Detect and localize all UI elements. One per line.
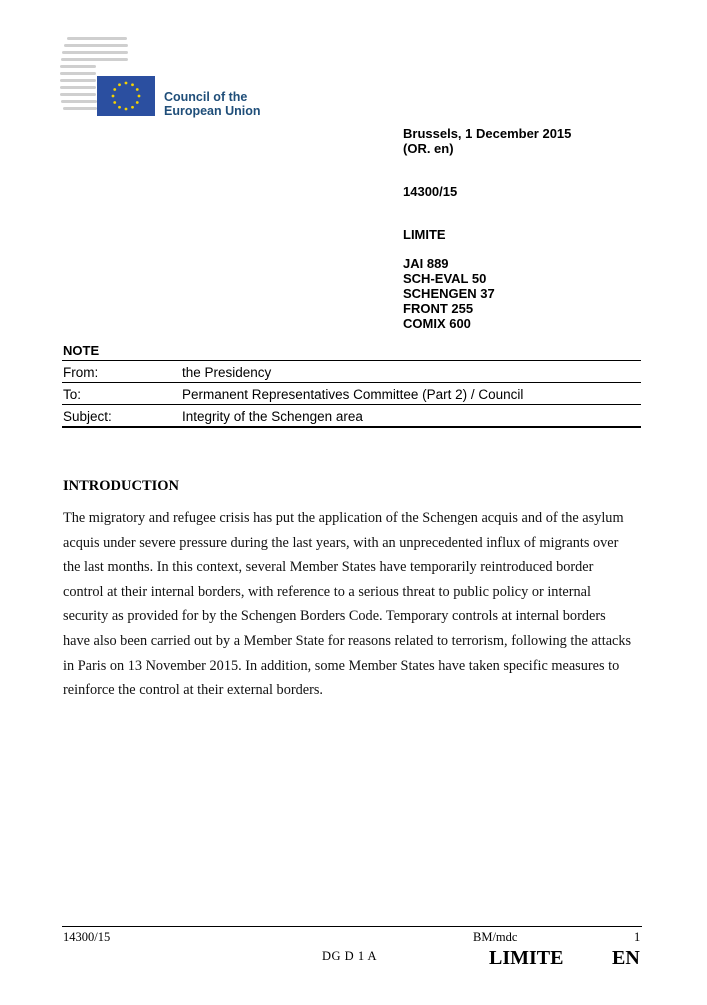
introduction-heading: INTRODUCTION: [63, 478, 180, 494]
eu-star-icon: [131, 106, 134, 109]
eu-star-icon: [118, 106, 121, 109]
footer-directorate: DG D 1 A: [322, 949, 378, 963]
place-date: Brussels, 1 December 2015: [403, 126, 572, 141]
footer-page-number: 1: [634, 930, 641, 944]
eu-star-icon: [138, 95, 141, 98]
eu-star-icon: [113, 88, 116, 91]
note-value: Permanent Representatives Committee (Part 2) / Council: [182, 387, 524, 402]
council-emblem-icon: [60, 35, 160, 120]
note-table: [62, 360, 641, 428]
eu-star-icon: [112, 95, 115, 98]
doc-number: 14300/15: [403, 184, 458, 199]
introduction-body: [63, 506, 643, 703]
eu-star-icon: [136, 88, 139, 91]
document-meta: [403, 126, 571, 331]
note-value: the Presidency: [182, 365, 272, 380]
code-jai: JAI 889: [403, 256, 449, 271]
organisation-name: [164, 90, 261, 118]
eu-star-icon: [113, 101, 116, 104]
intro-line: acquis under severe pressure during the last years, with an unprecedented influx of migrants over: [63, 534, 619, 551]
note-key: From:: [63, 365, 99, 380]
intro-line: reinforce the control at their external borders.: [63, 682, 324, 699]
footer-classification: LIMITE: [489, 947, 564, 969]
footer-doc-number: 14300/15: [63, 930, 111, 944]
code-front: FRONT 255: [403, 301, 474, 316]
note-row-to: [62, 383, 641, 405]
intro-line: The migratory and refugee crisis has put the application of the Schengen acquis and of the asylum: [63, 510, 624, 526]
classification: LIMITE: [403, 227, 446, 242]
eu-star-icon: [131, 83, 134, 86]
intro-line: have also been carried out by a Member State for reasons related to terrorism, following the attacks: [63, 632, 632, 649]
eu-star-icon: [125, 108, 128, 111]
note-label: NOTE: [63, 343, 100, 358]
intro-line: security as provided for by the Schengen Borders Code. Temporary controls at internal borders: [63, 608, 606, 625]
intro-line: the last months. In this context, several Member States have temporarily reintroduced border: [63, 559, 594, 576]
footer-divider: [62, 926, 642, 927]
org-name-line2: European Union: [164, 104, 261, 118]
note-value: Integrity of the Schengen area: [182, 409, 363, 424]
intro-line: control at their internal borders, with reference to a serious threat to public policy or internal: [63, 583, 592, 600]
eu-star-icon: [125, 82, 128, 85]
org-name-line1: Council of the: [164, 90, 248, 104]
note-key: To:: [63, 387, 82, 402]
code-sch-eval: SCH-EVAL 50: [403, 271, 487, 286]
eu-star-icon: [118, 83, 121, 86]
code-comix: COMIX 600: [403, 316, 471, 331]
code-schengen: SCHENGEN 37: [403, 286, 495, 301]
footer-author: BM/mdc: [473, 930, 518, 944]
council-logo: [60, 35, 280, 125]
note-row-from: [62, 361, 641, 383]
footer-language: EN: [612, 947, 640, 969]
original-language: (OR. en): [403, 141, 454, 156]
intro-line: in Paris on 13 November 2015. In addition, some Member States have taken specific measures to: [63, 657, 620, 674]
note-row-subject: [62, 405, 641, 428]
eu-star-icon: [136, 101, 139, 104]
note-key: Subject:: [63, 409, 112, 424]
